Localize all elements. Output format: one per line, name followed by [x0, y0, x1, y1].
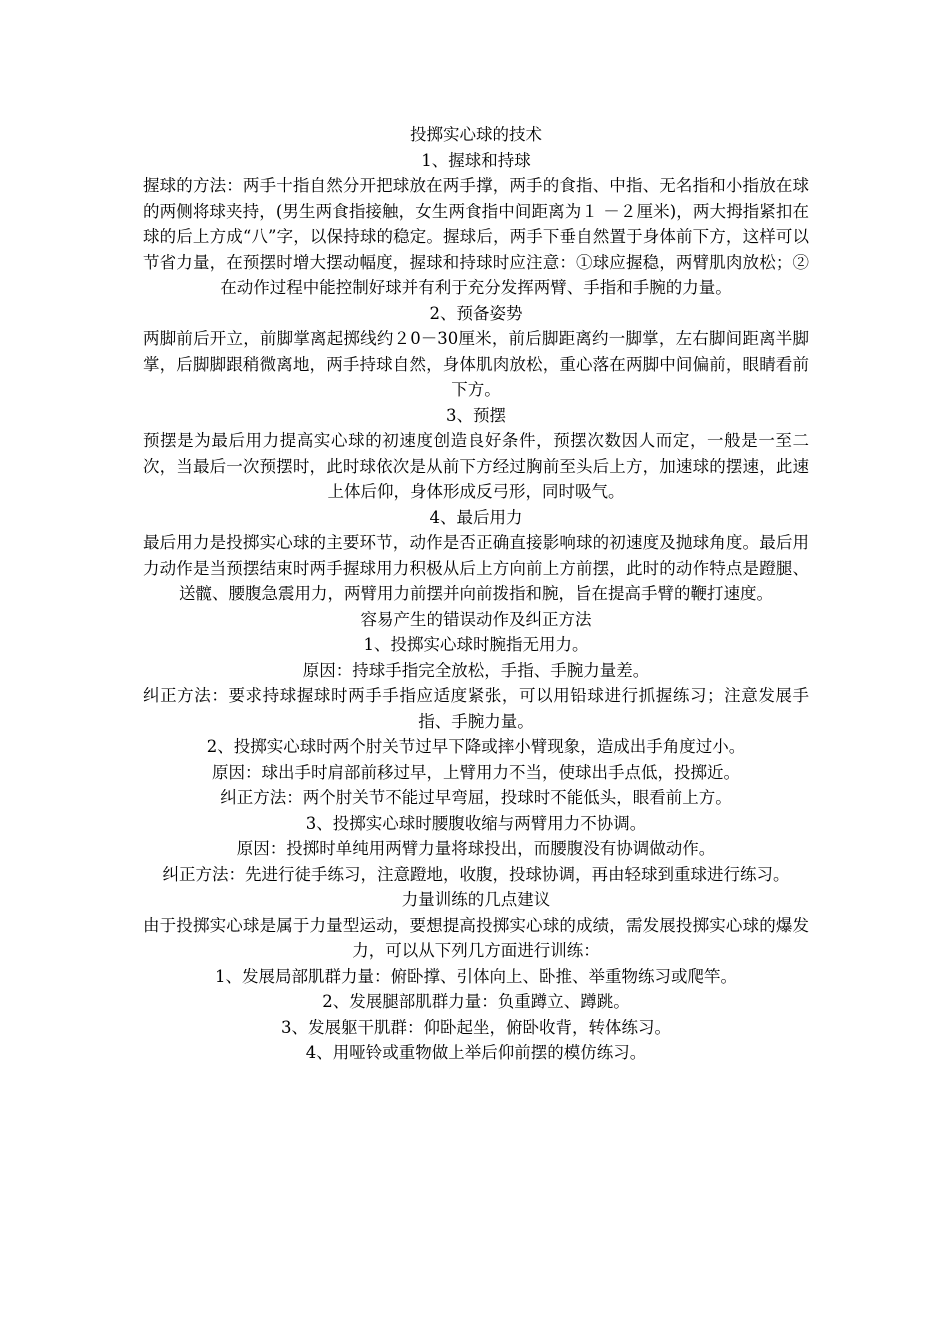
- training-intro: 由于投掷实心球是属于力量型运动，要想提高投掷实心球的成绩，需发展投掷实心球的爆发力，可以从下列几方面进行训练：: [143, 915, 809, 960]
- error-fix: 纠正方法：两个肘关节不能过早弯屈，投球时不能低头，眼看前上方。: [220, 788, 732, 807]
- document-page: [143, 122, 809, 1066]
- error-problem: 1、投掷实心球时腕指无用力。: [363, 635, 589, 654]
- document-title: 投掷实心球的技术: [410, 125, 542, 144]
- section-heading-stance: 2、预备姿势: [429, 303, 523, 323]
- section-body-grip: 握球的方法：两手十指自然分开把球放在两手撑，两手的食指、中指、无名指和小指放在球的两侧将球夹持，(男生两食指接触，女生两食指中间距离为１ －２厘米)，两大拇指紧扣在球的后上方成“八”字，以保持球的稳定。握球后，两手下垂自然置于身体前下方，这样可以节省力量，在预摆时增大摆动幅度，握球和持球时应注意：①球应握稳，两臂肌肉放松；②在动作过程中能控制好球并有利于充分发挥两臂、手指和手腕的力量。: [143, 176, 809, 297]
- error-problem: 3、投掷实心球时腰腹收缩与两臂用力不协调。: [305, 813, 647, 833]
- training-item: 3、发展躯干肌群：仰卧起坐，俯卧收背，转体练习。: [281, 1017, 671, 1037]
- error-fix: 纠正方法：先进行徒手练习，注意蹬地，收腹，投球协调，再由轻球到重球进行练习。: [162, 864, 790, 884]
- section-body-stance: 两脚前后开立，前脚掌离起掷线约２0－30厘米，前后脚距离约一脚掌，左右脚间距离半脚掌，后脚脚跟稍微离地，两手持球自然，身体肌肉放松，重心落在两脚中间偏前，眼睛看前下方。: [143, 329, 809, 399]
- training-item: 4、用哑铃或重物做上举后仰前摆的模仿练习。: [305, 1043, 647, 1062]
- section-body-preswing: 预摆是为最后用力提高实心球的初速度创造良好条件，预摆次数因人而定，一般是一至二次，当最后一次预摆时，此时球依次是从前下方经过胸前至头后上方，加速球的摆速，此速上体后仰，身体形成反弓形，同时吸气。: [143, 431, 809, 501]
- training-heading: 力量训练的几点建议: [401, 890, 551, 909]
- error-fix: 纠正方法：要求持球握球时两手手指应适度紧张，可以用铅球进行抓握练习；注意发展手指、手腕力量。: [143, 686, 809, 731]
- error-problem: 2、投掷实心球时两个肘关节过早下降或摔小臂现象，造成出手角度过小。: [206, 737, 746, 756]
- error-cause: 原因：投掷时单纯用两臂力量将球投出，而腰腹没有协调做动作。: [236, 839, 716, 858]
- section-heading-final-force: 4、最后用力: [429, 507, 523, 527]
- training-item: 1、发展局部肌群力量：俯卧撑、引体向上、卧推、举重物练习或爬竿。: [215, 966, 737, 986]
- training-item: 2、发展腿部肌群力量：负重蹲立、蹲跳。: [322, 992, 630, 1011]
- errors-heading: 容易产生的错误动作及纠正方法: [360, 609, 592, 629]
- error-cause: 原因：持球手指完全放松，手指、手腕力量差。: [302, 660, 650, 680]
- section-heading-grip: 1、握球和持球: [421, 150, 531, 170]
- section-heading-preswing: 3、预摆: [446, 405, 506, 425]
- section-body-final-force: 最后用力是投掷实心球的主要环节，动作是否正确直接影响球的初速度及抛球角度。最后用力动作是当预摆结束时两手握球用力积极从后上方向前上方前摆，此时的动作特点是蹬腿、送髋、腰腹急震用力，两臂用力前摆并向前拨指和腕，旨在提高手臂的鞭打速度。: [143, 533, 809, 603]
- error-cause: 原因：球出手时肩部前移过早，上臂用力不当，使球出手点低，投掷近。: [212, 762, 740, 782]
